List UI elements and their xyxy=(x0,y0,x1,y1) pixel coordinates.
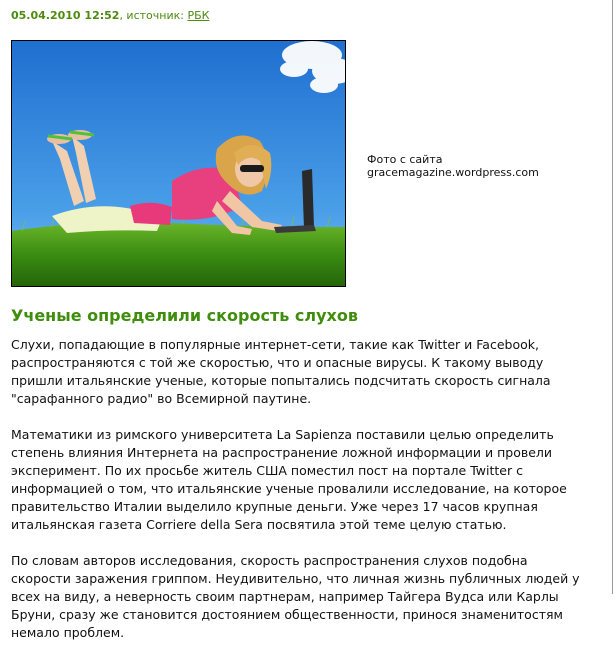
article-paragraph xyxy=(11,552,603,642)
paragraph-line: всех на виду, а неверность своим партнерам, например Тайгера Вудса или Карлы xyxy=(11,589,559,604)
paragraph-line: правительство Италии выделило крупные деньги. Уже через 17 часов крупная xyxy=(11,499,538,514)
paragraph-line: Слухи, попадающие в популярные интернет-сети, такие как Twitter и Facebook, xyxy=(11,337,539,352)
caption-source: gracemagazine.wordpress.com xyxy=(367,166,539,179)
photo-image-icon xyxy=(12,41,345,286)
paragraph-line: распространяются с той же скоростью, что и опасные вирусы. К такому выводу xyxy=(11,355,544,370)
article-paragraph xyxy=(11,336,603,408)
article-paragraph xyxy=(11,426,603,534)
source-link[interactable]: РБК xyxy=(187,9,210,22)
paragraph-line: степень влияния Интернета на распространение ложной информации и провели xyxy=(11,445,553,460)
paragraph-line: информацией о том, что итальянские ученые провалили исследование, на которое xyxy=(11,481,567,496)
paragraph-line: Математики из римского университета La Sapienza поставили целью определить xyxy=(11,427,554,442)
paragraph-line: итальянская газета Corriere della Sera посвятила этой теме целую статью. xyxy=(11,517,507,532)
paragraph-line: скорости заражения гриппом. Неудивительно, что личная жизнь публичных людей у xyxy=(11,571,580,586)
paragraph-line: По словам авторов исследования, скорость распространения слухов подобна xyxy=(11,553,528,568)
article-date: 05.04.2010 12:52 xyxy=(11,9,120,22)
photo-caption xyxy=(367,153,539,179)
caption-line: Фото с сайта xyxy=(367,153,443,166)
article-photo xyxy=(11,40,346,287)
paragraph-line: "сарафанного радио" во Всемирной паутине. xyxy=(11,391,312,406)
paragraph-line: немало проблем. xyxy=(11,625,125,640)
article-headline: Ученые определили скорость слухов xyxy=(11,306,358,325)
article-meta xyxy=(11,9,209,23)
paragraph-line: эксперимент. По их просьбе житель США поместил пост на портале Twitter с xyxy=(11,463,523,478)
source-label: , источник: xyxy=(119,9,188,22)
article-body xyxy=(11,336,603,660)
paragraph-line: Бруни, сразу же становится достоянием общественности, принося знаменитостям xyxy=(11,607,563,622)
paragraph-line: пришли итальянские ученые, которые попытались подсчитать скорость сигнала xyxy=(11,373,551,388)
